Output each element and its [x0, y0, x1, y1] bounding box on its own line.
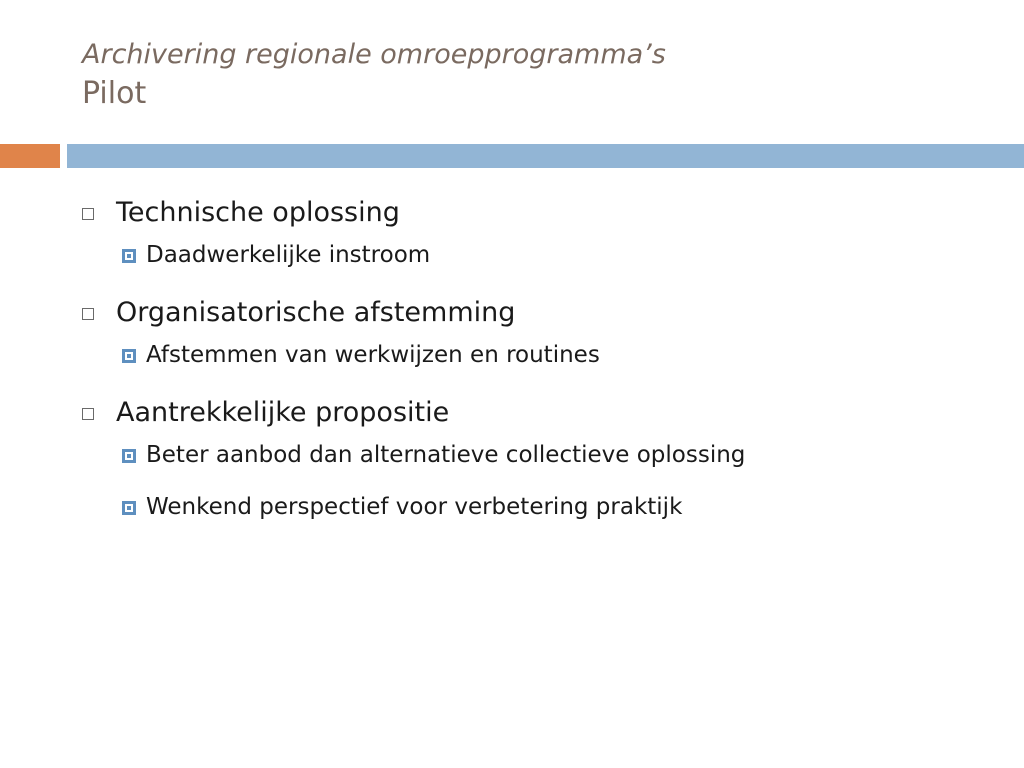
sub-bullet-text: Beter aanbod dan alternatieve collectieve oplossing	[146, 442, 746, 468]
sub-bullet-text: Afstemmen van werkwijzen en routines	[146, 342, 600, 368]
filled-square-bullet-icon	[122, 501, 136, 515]
bullet-list	[82, 190, 1002, 524]
sub-bullet-text: Daadwerkelijke instroom	[146, 242, 431, 268]
title-line-1: Archivering regionale omroepprogramma’s	[82, 39, 666, 70]
bullet-text: Aantrekkelijke propositie	[116, 396, 450, 428]
accent-bar-orange	[0, 144, 60, 168]
sub-bullet-item-3-1	[82, 438, 1002, 472]
bullet-item-1	[82, 190, 1002, 234]
filled-square-bullet-icon	[122, 449, 136, 463]
slide-title	[82, 36, 982, 114]
square-bullet-icon	[82, 208, 94, 220]
square-bullet-icon	[82, 308, 94, 320]
filled-square-bullet-icon	[122, 249, 136, 263]
square-bullet-icon	[82, 408, 94, 420]
accent-bar-blue	[67, 144, 1024, 168]
filled-square-bullet-icon	[122, 349, 136, 363]
sub-bullet-item-2-1	[82, 338, 1002, 372]
sub-bullet-item-1-1	[82, 238, 1002, 272]
title-line-2: Pilot	[82, 76, 147, 111]
sub-bullet-text: Wenkend perspectief voor verbetering praktijk	[146, 494, 683, 520]
bullet-item-2	[82, 290, 1002, 334]
bullet-item-3	[82, 390, 1002, 434]
bullet-text: Organisatorische afstemming	[116, 296, 516, 328]
sub-bullet-item-3-2	[82, 490, 1002, 524]
bullet-text: Technische oplossing	[116, 196, 400, 228]
